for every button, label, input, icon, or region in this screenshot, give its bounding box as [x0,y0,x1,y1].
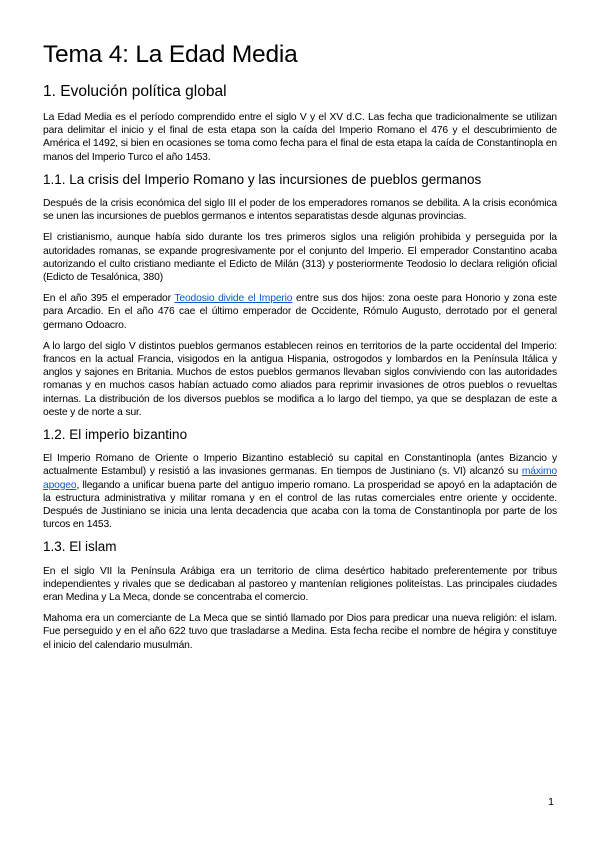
paragraph: A lo largo del siglo V distintos pueblos germanos establecen reinos en territorios de la parte occidental del Imperio: francos en la actual Francia, visigodos en la antigua Hispania, ostrogodos y lombardos en la Península Itálica y anglos y sajones en Britania. Muchos de estos pueblos germanos llevaban siglos conviviendo con las autoridades romanas y en muchos casos habían actuado como aliados para reprimir invasiones de otros pueblos o revueltas internas. La distribución de los diversos pueblos se modifica a lo largo del tiempo, ya que se desplazan de este a oeste y de norte a sur. [43,340,557,418]
paragraph: Mahoma era un comerciante de La Meca que se sintió llamado por Dios para predicar una nueva religión: el islam. Fue perseguido y en el año 622 tuvo que trasladarse a Medina. Esta fecha recibe el nombre de hégira y constituye el inicio del calendario musulmán. [43,613,557,651]
text-span: El Imperio Romano de Oriente o Imperio Bizantino estableció su capital en Constantinopla (antes Bizancio y actualmente Estambul) y resistió a las invasiones germanas. En tiempos de Justiniano (s. VI) alcanzó su [43,453,557,478]
paragraph [43,292,557,332]
section-heading-1-1: 1.1. La crisis del Imperio Romano y las incursiones de pueblos germanos [43,171,482,187]
text-span: entre sus dos hijos: zona oeste para Honorio y zona este para Arcadio. En el año 476 cae el último emperador de Occidente, Rómulo Augusto, derrotado por el general germano Odoacro. [43,293,557,331]
document-body [43,40,557,660]
paragraph: El cristianismo, aunque había sido durante los tres primeros siglos una religión prohibida y perseguida por la autoridades romanas, se expande progresivamente por el conjunto del Imperio. El emperador Constantino acaba autorizando el culto cristiano mediante el Edicto de Milán (313) y posteriormente Teodosio lo declara religión oficial (Edicto de Tesalónica, 380) [43,232,557,283]
text-span: En el año 395 el emperador [43,293,175,305]
link-maximo-apogeo[interactable]: máximo apogeo [43,466,557,491]
section-heading-1-3: 1.3. El islam [43,539,117,555]
link-teodosio-divide[interactable]: Teodosio divide el Imperio [174,293,293,305]
paragraph [43,452,557,531]
page-title: Tema 4: La Edad Media [43,41,298,68]
paragraph: En el siglo VII la Península Arábiga era un territorio de clima desértico habitado preferentemente por tribus independientes y rivales que se dedicaban al pastoreo y mantenían religiones politeístas. Las principales ciudades eran Medina y La Meca, donde se concentraba el comercio. [43,565,557,604]
section-heading-1: 1. Evolución política global [43,83,227,101]
page-number: 1 [548,796,554,808]
section-heading-1-2: 1.2. El imperio bizantino [43,427,188,443]
paragraph: Después de la crisis económica del siglo III el poder de los emperadores romanos se debilita. A la crisis económica se unen las incursiones de pueblos germanos e intentos separatistas desde algunas provincias. [43,197,557,223]
text-span: , llegando a unificar buena parte del antiguo imperio romano. La prosperidad se apoyó en la adaptación de la estructura administrativa y militar romana y en el control de las rutas comerciales entre oriente y occidente. Después de Justiniano se inicia una lenta decadencia que acaba con la toma de Constantinopla por parte de los turcos en 1453. [43,479,557,531]
paragraph: La Edad Media es el período comprendido entre el siglo V y el XV d.C. Las fecha que tradicionalmente se utilizan para delimitar el inicio y el final de esta etapa son la caída del Imperio Romano el 476 y el descubrimiento de América el 1492, si bien en ocasiones se toma como fecha para el final de esta etapa la caída de Constantinopla en manos del Imperio Turco el año 1453. [43,111,557,163]
